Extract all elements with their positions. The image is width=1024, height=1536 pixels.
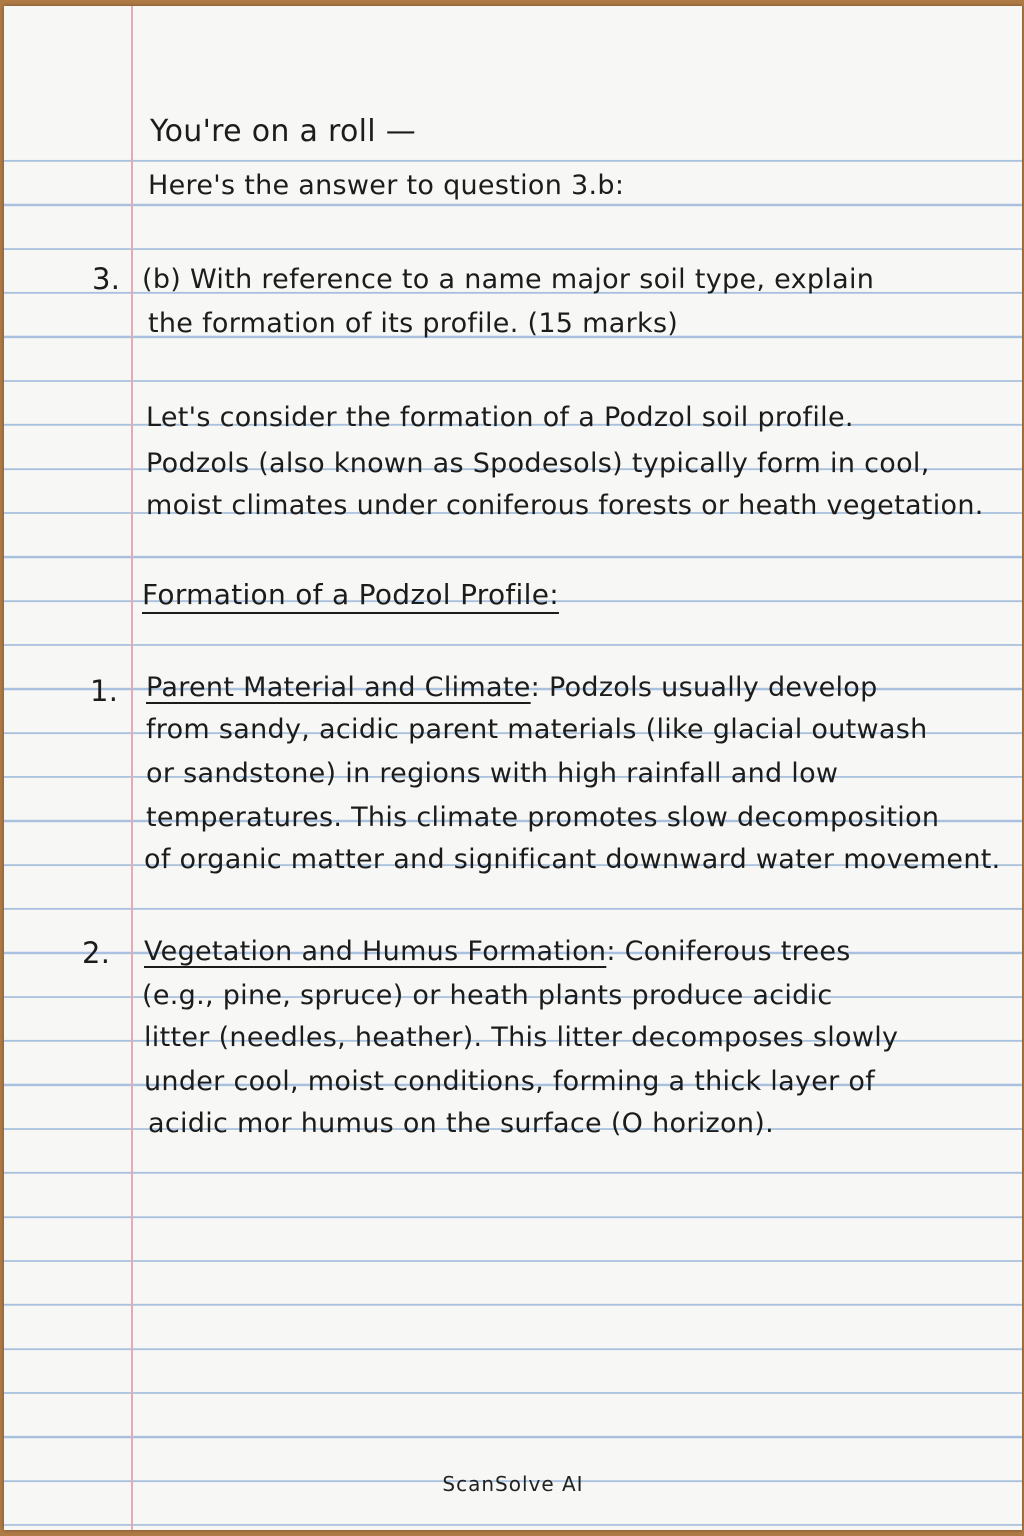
- point-1-title: Parent Material and Climate: [146, 672, 531, 703]
- paper-header-blank: [4, 6, 1022, 118]
- intro-paragraph-line-3: moist climates under coniferous forests or heath vegetation.: [146, 490, 984, 521]
- intro-text: Here's the answer to question 3.b:: [148, 170, 625, 201]
- point-1-number: 1.: [90, 674, 119, 708]
- point-2-number: 2.: [82, 936, 111, 970]
- point-1-first-line: [146, 672, 878, 703]
- intro-paragraph-line-2: Podzols (also known as Spodesols) typically form in cool,: [146, 448, 930, 479]
- point-2-line-4: under cool, moist conditions, forming a thick layer of: [144, 1066, 876, 1097]
- margin-line: [131, 6, 133, 1530]
- greeting-text: You're on a roll —: [150, 114, 417, 149]
- notebook-paper: [4, 6, 1022, 1530]
- point-2-first-line: [144, 936, 851, 967]
- point-2-line-3: litter (needles, heather). This litter decomposes slowly: [144, 1022, 899, 1053]
- intro-paragraph-line-1: Let's consider the formation of a Podzol soil profile.: [146, 402, 854, 433]
- point-2-first-line-rest: : Coniferous trees: [606, 936, 851, 967]
- point-2-line-5: acidic mor humus on the surface (O horizon).: [148, 1108, 774, 1139]
- point-1-line-2: from sandy, acidic parent materials (like glacial outwash: [146, 714, 928, 745]
- question-line-2: the formation of its profile. (15 marks): [148, 308, 679, 339]
- section-heading: Formation of a Podzol Profile:: [142, 578, 559, 611]
- point-1-line-3: or sandstone) in regions with high rainfall and low: [146, 758, 839, 789]
- point-2-line-2: (e.g., pine, spruce) or heath plants produce acidic: [142, 980, 833, 1011]
- point-1-line-4: temperatures. This climate promotes slow decomposition: [146, 802, 940, 833]
- footer-brand: ScanSolve AI: [442, 1472, 584, 1496]
- question-line-1: (b) With reference to a name major soil type, explain: [142, 264, 875, 295]
- question-number: 3.: [92, 262, 121, 296]
- point-1-first-line-rest: : Podzols usually develop: [530, 672, 878, 703]
- point-2-title: Vegetation and Humus Formation: [144, 936, 607, 967]
- point-1-line-5: of organic matter and significant downward water movement.: [144, 844, 1001, 875]
